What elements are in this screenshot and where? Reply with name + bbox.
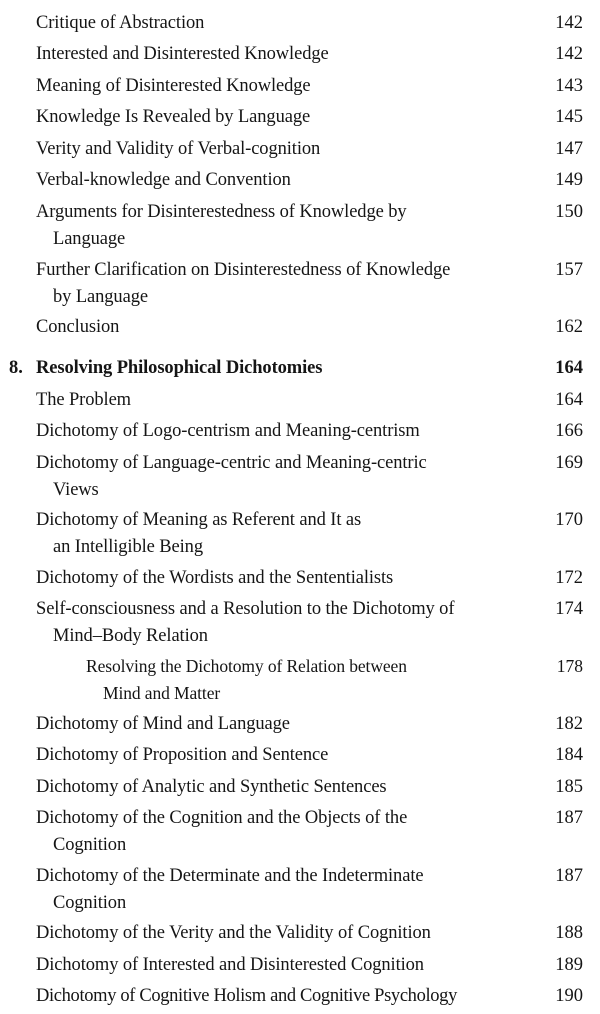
toc-entry-page: 142 <box>555 13 583 33</box>
toc-entry-page: 147 <box>555 139 583 159</box>
toc-entry-page: 187 <box>555 866 583 886</box>
toc-entry-page: 149 <box>555 170 583 190</box>
toc-entry-title: The Problem <box>36 390 131 410</box>
toc-entry-title-continuation: Cognition <box>53 893 127 913</box>
toc-entry-page: 182 <box>555 714 583 734</box>
toc-entry-title-continuation: Cognition <box>53 835 127 855</box>
toc-entry-page: 143 <box>555 76 583 96</box>
toc-entry-page: 145 <box>555 107 583 127</box>
toc-entry-title: Dichotomy of Language-centric and Meaning-centric <box>36 453 427 473</box>
toc-entry-title: Resolving the Dichotomy of Relation between <box>86 656 407 676</box>
toc-entry-title: Resolving Philosophical Dichotomies <box>36 358 323 378</box>
toc-entry-title-continuation: Mind–Body Relation <box>53 626 208 646</box>
toc-entry-page: 187 <box>555 808 583 828</box>
toc-entry-title: Dichotomy of the Verity and the Validity of Cognition <box>36 923 431 943</box>
toc-entry-title: Dichotomy of the Determinate and the Indeterminate <box>36 866 424 886</box>
toc-entry-page: 142 <box>555 44 583 64</box>
toc-entry-title: Interested and Disinterested Knowledge <box>36 44 329 64</box>
toc-entry-title: Dichotomy of Cognitive Holism and Cognitive Psychology <box>36 986 457 1006</box>
toc-entry-title-continuation: Views <box>53 480 99 500</box>
toc-entry-page: 174 <box>555 599 583 619</box>
toc-entry-page: 189 <box>555 955 583 975</box>
toc-entry-title: Knowledge Is Revealed by Language <box>36 107 311 127</box>
toc-entry-page: 188 <box>555 923 583 943</box>
toc-entry-title: Dichotomy of Mind and Language <box>36 714 290 734</box>
toc-entry-page: 164 <box>555 358 583 378</box>
toc-entry-title-continuation: Language <box>53 229 126 249</box>
toc-entry-title-continuation: Mind and Matter <box>103 683 221 703</box>
toc-entry-page: 166 <box>555 421 583 441</box>
toc-entry-title-continuation: an Intelligible Being <box>53 537 203 557</box>
toc-entry-title: Dichotomy of Proposition and Sentence <box>36 745 329 765</box>
toc-entry-title: Further Clarification on Disinterestedness of Knowledge <box>36 260 451 280</box>
toc-entry-page: 185 <box>555 777 583 797</box>
toc-entry-page: 150 <box>555 202 583 222</box>
toc-entry-page: 172 <box>555 568 583 588</box>
toc-entry-title: Dichotomy of Interested and Disinterested Cognition <box>36 955 424 975</box>
toc-entry-title: Dichotomy of the Cognition and the Objects of the <box>36 808 408 828</box>
toc-entry-title-continuation: by Language <box>53 287 148 307</box>
toc-entry-page: 170 <box>555 510 583 530</box>
toc-entry-page: 157 <box>555 260 583 280</box>
toc-entry-page: 190 <box>555 986 583 1006</box>
toc-entry-page: 178 <box>556 656 583 676</box>
chapter-number: 8. <box>9 358 23 378</box>
toc-entry-page: 164 <box>555 390 583 410</box>
toc-entry-page: 169 <box>555 453 583 473</box>
toc-entry-title: Verbal-knowledge and Convention <box>36 170 291 190</box>
toc-entry-title: Dichotomy of Analytic and Synthetic Sentences <box>36 777 387 797</box>
toc-entry-page: 162 <box>555 317 583 337</box>
toc-entry-page: 184 <box>555 745 583 765</box>
toc-entry-title: Dichotomy of Logo-centrism and Meaning-centrism <box>36 421 420 441</box>
toc-entry-title: Self-consciousness and a Resolution to the Dichotomy of <box>36 599 455 619</box>
toc-entry-title: Arguments for Disinterestedness of Knowledge by <box>36 202 407 222</box>
toc-entry-title: Meaning of Disinterested Knowledge <box>36 76 311 96</box>
toc-entry-title: Conclusion <box>36 317 120 337</box>
toc-entry-title: Verity and Validity of Verbal-cognition <box>36 139 321 159</box>
toc-entry-title: Dichotomy of the Wordists and the Sententialists <box>36 568 394 588</box>
toc-entry-title: Critique of Abstraction <box>36 13 205 33</box>
toc-entry-title: Dichotomy of Meaning as Referent and It as <box>36 510 362 530</box>
